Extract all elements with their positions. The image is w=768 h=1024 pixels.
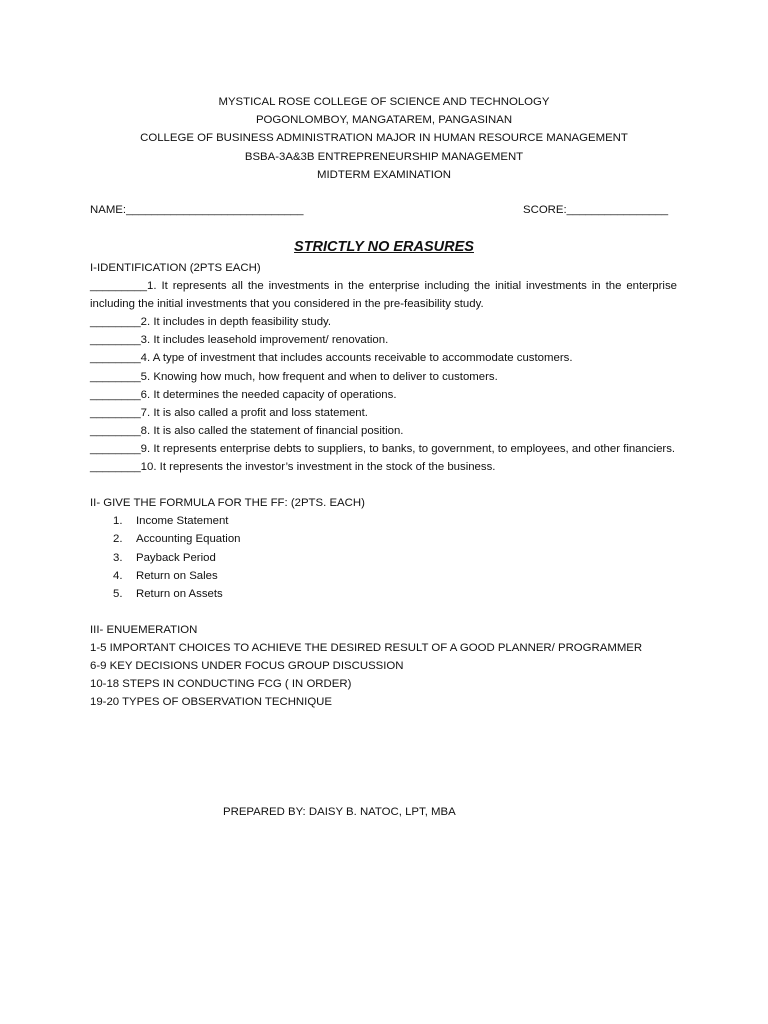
part1-item-7: ________7. It is also called a profit and loss statement. xyxy=(90,406,368,419)
formula-label: Payback Period xyxy=(136,551,216,564)
part3-item-1: 1-5 IMPORTANT CHOICES TO ACHIEVE THE DESIRED RESULT OF A GOOD PLANNER/ PROGRAMMER xyxy=(90,641,643,654)
formula-number: 4. xyxy=(113,569,123,582)
formula-label: Return on Assets xyxy=(136,587,223,600)
formula-number: 3. xyxy=(113,551,123,564)
spacer xyxy=(90,476,677,494)
part1-item-5: ________5. Knowing how much, how frequent and when to deliver to customers. xyxy=(90,370,498,383)
formula-item xyxy=(90,567,677,585)
part3-item-3: 10-18 STEPS IN CONDUCTING FCG ( IN ORDER) xyxy=(90,678,352,691)
exam-body xyxy=(90,259,677,711)
part1-title: I-IDENTIFICATION (2PTS EACH) xyxy=(90,262,261,274)
prepared-by: PREPARED BY: DAISY B. NATOC, LPT, MBA xyxy=(223,806,456,818)
name-score-row xyxy=(90,202,678,218)
part1-item-6: ________6. It determines the needed capacity of operations. xyxy=(90,388,397,401)
school-address: POGONLOMBOY, MANGATAREM, PANGASINAN xyxy=(255,114,513,127)
spacer xyxy=(90,603,677,621)
part1-item-4: ________4. A type of investment that includes accounts receivable to accommodate customers. xyxy=(90,352,573,365)
document-header xyxy=(0,93,768,184)
school-name: MYSTICAL ROSE COLLEGE OF SCIENCE AND TECHNOLOGY xyxy=(218,96,550,108)
part3-title: III- ENUEMERATION xyxy=(90,623,198,636)
part1-item-1: _________1. It represents all the investments in the enterprise including the initial investments in the enterprise including the initial investments that you considered in the pre-feasibility study. xyxy=(90,280,677,311)
formula-number: 5. xyxy=(113,587,123,600)
part3-item-4: 19-20 TYPES OF OBSERVATION TECHNIQUE xyxy=(90,696,333,709)
formula-item xyxy=(90,585,677,603)
part1-item-8: ________8. It is also called the statement of financial position. xyxy=(90,424,404,437)
no-erasures-notice: STRICTLY NO ERASURES xyxy=(294,239,474,255)
formula-item xyxy=(90,530,677,548)
formula-number: 2. xyxy=(113,533,123,546)
formula-list xyxy=(90,512,677,602)
part1-item-9: ________9. It represents enterprise debts to suppliers, to banks, to government, to employees, and other financiers. xyxy=(90,442,676,455)
part3-item-2: 6-9 KEY DECISIONS UNDER FOCUS GROUP DISCUSSION xyxy=(90,660,404,673)
formula-label: Return on Sales xyxy=(136,569,218,582)
part1-item-10: ________10. It represents the investor’s investment in the stock of the business. xyxy=(90,461,496,474)
part1-item-2: ________2. It includes in depth feasibility study. xyxy=(90,316,332,329)
formula-number: 1. xyxy=(113,515,123,528)
exam-title: MIDTERM EXAMINATION xyxy=(317,168,451,181)
score-field: SCORE:________________ xyxy=(523,204,669,216)
part1-item-3: ________3. It includes leasehold improvement/ renovation. xyxy=(90,334,389,347)
college-name: COLLEGE OF BUSINESS ADMINISTRATION MAJOR IN HUMAN RESOURCE MANAGEMENT xyxy=(140,132,628,145)
part2-title: II- GIVE THE FORMULA FOR THE FF: (2PTS. EACH) xyxy=(90,497,365,510)
formula-item xyxy=(90,512,677,530)
formula-label: Accounting Equation xyxy=(136,533,241,546)
course-name: BSBA-3A&3B ENTREPRENEURSHIP MANAGEMENT xyxy=(244,150,524,163)
formula-item xyxy=(90,549,677,567)
formula-label: Income Statement xyxy=(136,515,229,528)
name-field: NAME:____________________________ xyxy=(90,204,304,216)
